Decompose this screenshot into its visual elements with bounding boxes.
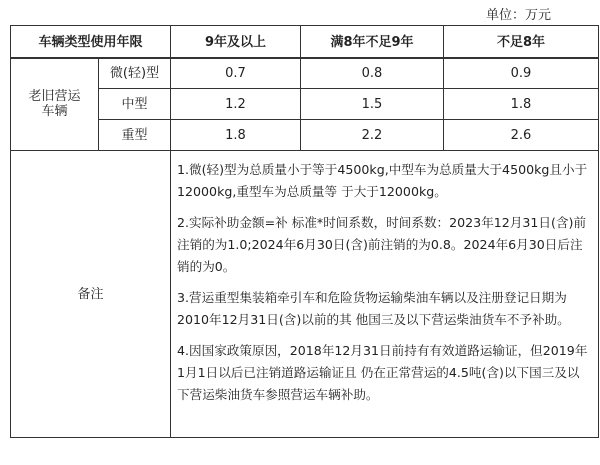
- header-9-years-plus: 9年及以上: [171, 26, 301, 59]
- value-cell: 1.2: [171, 89, 301, 120]
- unit-label: 单位：万元: [486, 8, 552, 23]
- value-cell: 2.6: [444, 120, 599, 151]
- subsidy-table: [10, 25, 599, 59]
- value-cell: 0.7: [171, 58, 301, 89]
- header-8-to-9-years: 满8年不足9年: [301, 26, 444, 59]
- value-cell: 1.8: [171, 120, 301, 151]
- table-row: [11, 120, 599, 151]
- table-header-row: [11, 26, 599, 59]
- category-line-1: 老旧营运: [28, 89, 81, 104]
- table-row: [11, 58, 599, 89]
- category-line-2: 车辆: [41, 104, 68, 119]
- subsidy-table-body: [10, 57, 599, 438]
- row-type-label: 微(轻)型: [99, 58, 171, 89]
- value-cell: 1.5: [301, 89, 444, 120]
- value-cell: 0.8: [301, 58, 444, 89]
- note-item-3: 3.营运重型集装箱牵引车和危险货物运输柴油车辆以及注册登记日期为2010年12月31日(含)以前的其 他国三及以下营运柴油货车不予补助。: [177, 290, 570, 327]
- table-row: [11, 89, 599, 120]
- header-under-8-years: 不足8年: [444, 26, 599, 59]
- notes-cell: [171, 151, 599, 438]
- note-item-4: 4.因国家政策原因，2018年12月31日前持有有效道路运输证，但2019年1月1日以后已注销道路运输证且 仍在正常营运的4.5吨(含)以下国三及以下营运柴油货车参照营运车辆补助。: [177, 343, 588, 402]
- note-item-2: 2.实际补助金额=补 标准*时间系数，时间系数：2023年12月31日(含)前注销的为1.0;2024年6月30日(含)前注销的为0.8。2024年6月30日后注销的为0。: [177, 215, 587, 274]
- row-type-label: 中型: [99, 89, 171, 120]
- header-vehicle-type-years: 车辆类型使用年限: [11, 26, 171, 59]
- row-type-label: 重型: [99, 120, 171, 151]
- category-cell: [11, 58, 99, 151]
- notes-row: [11, 151, 599, 438]
- notes-label: 备注: [11, 151, 171, 438]
- value-cell: 0.9: [444, 58, 599, 89]
- note-item-1: 1.微(轻)型为总质量小于等于4500kg,中型车为总质量大于4500kg且小于12000kg,重型车为总质量等 于大于12000kg。: [177, 162, 588, 199]
- value-cell: 1.8: [444, 89, 599, 120]
- value-cell: 2.2: [301, 120, 444, 151]
